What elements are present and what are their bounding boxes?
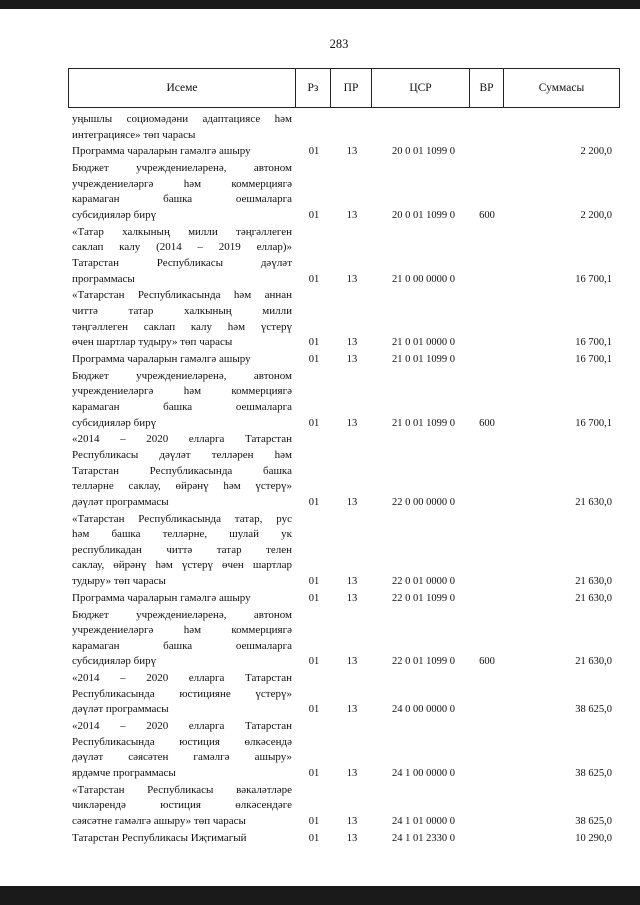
- row-csr: 22 0 01 1099 0: [392, 592, 455, 604]
- row-pr: 13: [346, 146, 358, 158]
- row-pr: 13: [346, 209, 358, 221]
- scan-top-border: [0, 0, 640, 9]
- table-row: [0, 591, 640, 607]
- row-pr: 13: [346, 832, 358, 844]
- row-name: [72, 591, 292, 607]
- row-sum: 21 630,0: [575, 575, 612, 587]
- row-name-line: карамаган башка оешмаларга: [72, 639, 292, 652]
- table-row: [0, 432, 640, 510]
- table-row: [0, 608, 640, 670]
- row-name: [72, 161, 292, 223]
- row-sum: 16 700,1: [575, 273, 612, 285]
- row-rz: 01: [308, 656, 320, 668]
- row-sum: 38 625,0: [575, 767, 612, 779]
- row-name: [72, 225, 292, 287]
- row-name-line: Республикасы дәүләт телләрен һәм: [72, 448, 292, 461]
- row-name-line: Татарстан Республикасында башка: [72, 464, 292, 477]
- table-row: [0, 512, 640, 590]
- table-row: [0, 352, 640, 368]
- row-name-line: Татарстан Республикасы Иҗтимагый: [72, 831, 247, 844]
- row-name-line: «Татарстан Республикасында һәм аннан: [72, 289, 292, 302]
- row-name: [72, 352, 292, 368]
- row-rz: 01: [308, 767, 320, 779]
- column-header-pr: ПР: [343, 82, 359, 94]
- row-pr: 13: [346, 767, 358, 779]
- row-vr: 600: [479, 656, 495, 668]
- row-csr: 21 0 01 0000 0: [392, 337, 455, 349]
- row-sum: 38 625,0: [575, 704, 612, 716]
- row-rz: 01: [308, 146, 320, 158]
- row-name-line: программасы: [72, 272, 135, 285]
- row-name: [72, 432, 292, 510]
- row-rz: 01: [308, 575, 320, 587]
- row-name-line: дәүләт сәясәтен гамәлгә ашыру»: [72, 751, 292, 764]
- row-csr: 21 0 01 1099 0: [392, 417, 455, 429]
- row-csr: 20 0 01 1099 0: [392, 209, 455, 221]
- row-name-line: «Татарстан Республикасында татар, рус: [72, 512, 292, 525]
- row-pr: 13: [346, 592, 358, 604]
- row-name-line: субсидияләр бирү: [72, 416, 157, 429]
- row-name-line: саклау, өйрәнү һәм үстерү өчен шартлар: [72, 559, 292, 572]
- row-name-line: тәңгәллеген саклап калу һәм үстерү: [72, 320, 292, 333]
- row-name-line: тудыру» төп чарасы: [72, 574, 166, 587]
- row-sum: 10 290,0: [575, 832, 612, 844]
- row-csr: 24 1 01 2330 0: [392, 832, 455, 844]
- row-name: [72, 369, 292, 431]
- row-name-line: һәм башка телләрне, шулай ук: [72, 528, 292, 541]
- row-name-line: Республикасында юстицияне үстерү»: [72, 687, 292, 700]
- row-rz: 01: [308, 832, 320, 844]
- table-row: [0, 369, 640, 431]
- row-name-line: чикләрендә юстиция өлкәсендәге: [72, 799, 292, 812]
- row-vr: 600: [479, 417, 495, 429]
- row-sum: 21 630,0: [575, 592, 612, 604]
- row-name-line: Программа чараларын гамәлгә ашыру: [72, 145, 251, 158]
- row-name-line: уңышлы социомәдәни адаптациясе һәм: [72, 113, 292, 125]
- row-pr: 13: [346, 417, 358, 429]
- row-name-line: Бюджет учреждениеләренә, автоном: [72, 369, 292, 382]
- row-name-line: дәүләт программасы: [72, 495, 169, 508]
- row-csr: 24 1 01 0000 0: [392, 815, 455, 827]
- row-name-line: сәясәтне гамәлгә ашыру» төп чарасы: [72, 814, 246, 827]
- row-name-line: учреждениеләргә һәм коммерциягә: [72, 177, 292, 190]
- table-row: [0, 225, 640, 287]
- row-name-line: «2014 – 2020 елларга Татарстан: [72, 433, 292, 446]
- row-rz: 01: [308, 704, 320, 716]
- row-name: [72, 288, 292, 350]
- row-rz: 01: [308, 496, 320, 508]
- page-number: 283: [329, 37, 349, 51]
- row-name-line: «2014 – 2020 елларга Татарстан: [72, 672, 292, 685]
- row-name-line: Татарстан Республикасы дәүләт: [72, 256, 292, 269]
- row-pr: 13: [346, 337, 358, 349]
- row-csr: 22 0 00 0000 0: [392, 496, 455, 508]
- column-header-rz: Рз: [307, 82, 319, 94]
- row-name: [72, 671, 292, 718]
- row-rz: 01: [308, 417, 320, 429]
- table-row: [0, 112, 640, 143]
- row-sum: 2 200,0: [580, 209, 612, 221]
- row-sum: 16 700,1: [575, 354, 612, 365]
- row-name: [72, 719, 292, 781]
- row-name-line: «2014 – 2020 елларга Татарстан: [72, 720, 292, 733]
- row-pr: 13: [346, 496, 358, 508]
- row-name-line: карамаган башка оешмаларга: [72, 193, 292, 206]
- row-rz: 01: [308, 354, 320, 365]
- row-sum: 38 625,0: [575, 815, 612, 827]
- row-csr: 20 0 01 1099 0: [392, 146, 455, 158]
- row-name-line: республикадан читтә татар телен: [72, 543, 292, 556]
- row-rz: 01: [308, 337, 320, 349]
- row-name-line: карамаган башка оешмаларга: [72, 400, 292, 413]
- row-rz: 01: [308, 273, 320, 285]
- row-name-line: субсидияләр бирү: [72, 655, 157, 668]
- row-pr: 13: [346, 815, 358, 827]
- row-name-line: Бюджет учреждениеләренә, автоном: [72, 608, 292, 621]
- row-sum: 21 630,0: [575, 656, 612, 668]
- row-name-line: «Татарстан Республикасы вәкаләтләре: [72, 783, 292, 796]
- row-name-line: ярдәмче программасы: [72, 766, 176, 779]
- column-header-vr: ВР: [479, 82, 494, 94]
- table-header: [68, 68, 620, 108]
- row-sum: 16 700,1: [575, 337, 612, 349]
- row-name: [72, 144, 292, 160]
- table-row: [0, 144, 640, 160]
- row-name: [72, 512, 292, 590]
- row-rz: 01: [308, 815, 320, 827]
- row-csr: 22 0 01 1099 0: [392, 656, 455, 668]
- row-csr: 24 0 00 0000 0: [392, 704, 455, 716]
- row-name-line: дәүләт программасы: [72, 703, 169, 716]
- row-sum: 21 630,0: [575, 496, 612, 508]
- row-name-line: Бюджет учреждениеләренә, автоном: [72, 162, 292, 175]
- row-pr: 13: [346, 575, 358, 587]
- table-row: [0, 161, 640, 223]
- row-name-line: саклап калу (2014 – 2019 еллар)»: [72, 241, 292, 254]
- row-name-line: «Татар халкының милли тәңгәллеген: [72, 225, 292, 238]
- row-name-line: Программа чараларын гамәлгә ашыру: [72, 353, 251, 365]
- row-sum: 16 700,1: [575, 417, 612, 429]
- row-pr: 13: [346, 354, 358, 365]
- row-name-line: читтә татар халкының милли: [72, 304, 292, 317]
- table-row: [0, 831, 640, 847]
- row-sum: 2 200,0: [580, 146, 612, 158]
- row-csr: 21 0 00 0000 0: [392, 273, 455, 285]
- row-name: [72, 608, 292, 670]
- row-csr: 24 1 00 0000 0: [392, 767, 455, 779]
- row-name: [72, 783, 292, 830]
- row-name-line: субсидияләр бирү: [72, 208, 157, 221]
- row-name: [72, 831, 292, 847]
- row-name: [72, 112, 292, 143]
- row-name-line: Программа чараларын гамәлгә ашыру: [72, 591, 251, 604]
- row-name-line: интеграциясе» төп чарасы: [72, 128, 196, 141]
- column-header-csr: ЦСР: [409, 82, 432, 94]
- column-header-sum: Суммасы: [538, 82, 585, 94]
- row-pr: 13: [346, 656, 358, 668]
- table-row: [0, 288, 640, 350]
- column-header-name: Исеме: [166, 82, 198, 94]
- row-pr: 13: [346, 273, 358, 285]
- table-row: [0, 783, 640, 830]
- row-name-line: телләрне саклау, өйрәнү һәм үстерү»: [72, 480, 292, 493]
- row-name-line: учреждениеләргә һәм коммерциягә: [72, 624, 292, 637]
- row-name-line: Республикасында юстиция өлкәсендә: [72, 735, 292, 748]
- row-csr: 22 0 01 0000 0: [392, 575, 455, 587]
- row-rz: 01: [308, 592, 320, 604]
- row-rz: 01: [308, 209, 320, 221]
- table-row: [0, 671, 640, 718]
- row-vr: 600: [479, 209, 495, 221]
- row-name-line: учреждениеләргә һәм коммерциягә: [72, 385, 292, 398]
- row-name-line: өчен шартлар тудыру» төп чарасы: [72, 336, 233, 349]
- scan-bottom-border: [0, 886, 640, 905]
- row-pr: 13: [346, 704, 358, 716]
- table-row: [0, 719, 640, 781]
- row-csr: 21 0 01 1099 0: [392, 354, 455, 365]
